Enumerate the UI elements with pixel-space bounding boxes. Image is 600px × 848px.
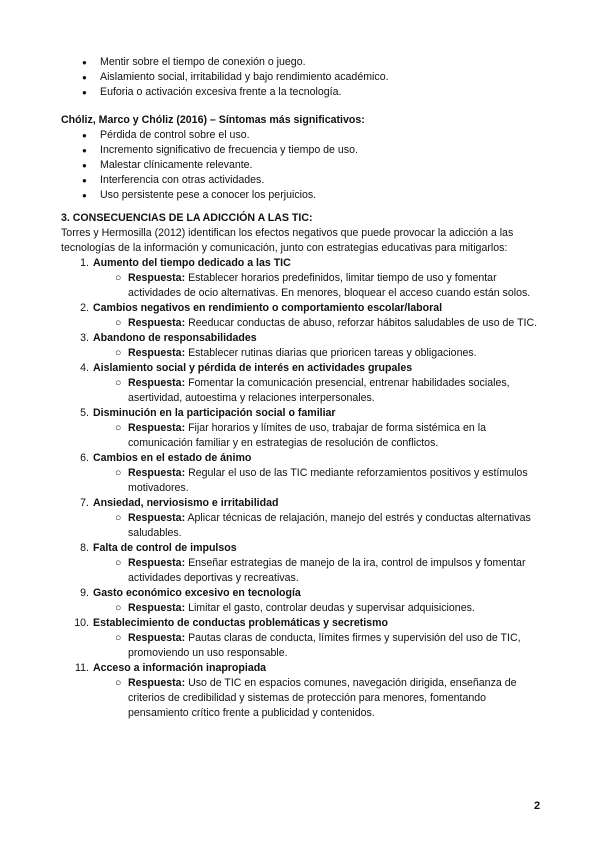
response-text: Limitar el gasto, controlar deudas y supervisar adquisiciones.	[188, 602, 475, 614]
response-row	[61, 676, 541, 721]
circle-bullet-icon: ○	[115, 272, 122, 284]
consequence-item	[61, 541, 541, 586]
response-label: Respuesta:	[128, 557, 186, 569]
consequence-item	[61, 586, 541, 616]
section-heading: 3. CONSECUENCIAS DE LA ADICCIÓN A LAS TIC:	[61, 212, 313, 224]
bullet-item: ● Mentir sobre el tiempo de conexión o juego.	[61, 55, 541, 70]
response-label: Respuesta:	[128, 677, 186, 689]
response-label: Respuesta:	[128, 632, 186, 644]
response-text: Fijar horarios y límites de uso, trabajar de forma sistémica en la comunicación familiar y en estrategias de resolución de conflictos.	[128, 422, 486, 449]
consequence-item	[61, 616, 541, 661]
circle-bullet-icon: ○	[115, 602, 122, 614]
response-row	[61, 466, 541, 496]
consequence-title: Acceso a información inapropiada	[93, 662, 267, 674]
consequence-title-row	[61, 616, 541, 631]
top-bullet-list	[61, 55, 541, 100]
consequence-title: Aislamiento social y pérdida de interés en actividades grupales	[93, 362, 413, 374]
circle-bullet-icon: ○	[115, 512, 122, 524]
item-number: 7.	[80, 497, 89, 509]
response-row	[61, 346, 541, 361]
choliz-heading: Chóliz, Marco y Chóliz (2016) – Síntomas más significativos:	[61, 114, 365, 126]
consequence-title-row	[61, 451, 541, 466]
consequence-title-row	[61, 256, 541, 271]
consequence-title-row	[61, 301, 541, 316]
consequence-title: Cambios en el estado de ánimo	[93, 452, 252, 464]
circle-bullet-icon: ○	[115, 632, 122, 644]
circle-bullet-icon: ○	[115, 317, 122, 329]
consequence-title-row	[61, 406, 541, 421]
item-number: 11.	[75, 662, 89, 674]
item-number: 3.	[80, 332, 89, 344]
choliz-section	[61, 113, 541, 203]
consequence-title: Aumento del tiempo dedicado a las TIC	[93, 257, 291, 269]
consequences-section	[61, 211, 541, 721]
response-text: Pautas claras de conducta, límites firmes y supervisión del uso de TIC, promoviendo un uso responsable.	[128, 632, 521, 659]
item-number: 9.	[80, 587, 89, 599]
response-row	[61, 556, 541, 586]
consequence-title-row	[61, 361, 541, 376]
bullet-item: ● Pérdida de control sobre el uso.	[61, 128, 541, 143]
response-text: Establecer horarios predefinidos, limitar tiempo de uso y fomentar actividades de ocio alternativas. En menores, bloquear el acceso cuando están solos.	[128, 272, 531, 299]
consequence-title-row	[61, 661, 541, 676]
response-row	[61, 421, 541, 451]
response-label: Respuesta:	[128, 422, 186, 434]
response-label: Respuesta:	[128, 317, 186, 329]
bullet-item: ● Uso persistente pese a conocer los perjuicios.	[61, 188, 541, 203]
consequence-item	[61, 496, 541, 541]
consequence-item	[61, 361, 541, 406]
bullet-item: ● Euforia o activación excesiva frente a la tecnología.	[61, 85, 541, 100]
response-label: Respuesta:	[128, 347, 186, 359]
bullet-item: ● Interferencia con otras actividades.	[61, 173, 541, 188]
item-number: 6.	[80, 452, 89, 464]
consequence-title: Cambios negativos en rendimiento o comportamiento escolar/laboral	[93, 302, 443, 314]
consequence-item	[61, 256, 541, 301]
consequence-title-row	[61, 496, 541, 511]
consequence-title: Establecimiento de conductas problemáticas y secretismo	[93, 617, 388, 629]
consequence-item	[61, 451, 541, 496]
response-label: Respuesta:	[128, 602, 186, 614]
response-label: Respuesta:	[128, 512, 186, 524]
bullet-item: ● Incremento significativo de frecuencia y tiempo de uso.	[61, 143, 541, 158]
consequence-title: Ansiedad, nerviosismo e irritabilidad	[93, 497, 279, 509]
response-row	[61, 271, 541, 301]
section-intro: Torres y Hermosilla (2012) identifican los efectos negativos que puede provocar la adicción a las tecnologías de la información y comunicación, junto con estrategias educativas para mitigarlos:	[61, 227, 514, 254]
item-number: 2.	[80, 302, 89, 314]
response-label: Respuesta:	[128, 467, 186, 479]
response-row	[61, 376, 541, 406]
response-text: Establecer rutinas diarias que prioricen tareas y obligaciones.	[188, 347, 477, 359]
item-number: 1.	[80, 257, 89, 269]
response-row	[61, 631, 541, 661]
response-label: Respuesta:	[128, 377, 186, 389]
page-number: 2	[534, 800, 541, 812]
consequence-item	[61, 301, 541, 331]
response-row	[61, 601, 541, 616]
consequence-item	[61, 406, 541, 451]
response-text: Uso de TIC en espacios comunes, navegación dirigida, enseñanza de criterios de credibilidad y sistemas de protección para menores, fomentando pensamiento crítico frente a publicidad y contenidos.	[128, 677, 517, 719]
consequence-item	[61, 331, 541, 361]
response-row	[61, 316, 541, 331]
circle-bullet-icon: ○	[115, 677, 122, 689]
item-number: 5.	[80, 407, 89, 419]
circle-bullet-icon: ○	[115, 467, 122, 479]
circle-bullet-icon: ○	[115, 422, 122, 434]
response-row	[61, 511, 541, 541]
consequence-item	[61, 661, 541, 721]
item-number: 10.	[74, 617, 89, 629]
consequence-title: Disminución en la participación social o familiar	[93, 407, 336, 419]
response-text: Aplicar técnicas de relajación, manejo del estrés y conductas alternativas saludables.	[128, 512, 531, 539]
response-text: Regular el uso de las TIC mediante reforzamientos positivos y estímulos motivadores.	[128, 467, 528, 494]
circle-bullet-icon: ○	[115, 377, 122, 389]
response-text: Fomentar la comunicación presencial, entrenar habilidades sociales, asertividad, autoestima y relaciones interpersonales.	[128, 377, 510, 404]
item-number: 4.	[80, 362, 89, 374]
circle-bullet-icon: ○	[115, 557, 122, 569]
circle-bullet-icon: ○	[115, 347, 122, 359]
item-number: 8.	[80, 542, 89, 554]
consequence-title: Gasto económico excesivo en tecnología	[93, 587, 301, 599]
consequence-title-row	[61, 541, 541, 556]
response-label: Respuesta:	[128, 272, 186, 284]
consequence-title-row	[61, 586, 541, 601]
response-text: Reeducar conductas de abuso, reforzar hábitos saludables de uso de TIC.	[188, 317, 538, 329]
response-text: Enseñar estrategias de manejo de la ira, control de impulsos y fomentar actividades deportivas y recreativas.	[128, 557, 526, 584]
consequence-title: Falta de control de impulsos	[93, 542, 237, 554]
consequence-title: Abandono de responsabilidades	[93, 332, 257, 344]
bullet-item: ● Aislamiento social, irritabilidad y bajo rendimiento académico.	[61, 70, 541, 85]
consequence-title-row	[61, 331, 541, 346]
bullet-item: ● Malestar clínicamente relevante.	[61, 158, 541, 173]
